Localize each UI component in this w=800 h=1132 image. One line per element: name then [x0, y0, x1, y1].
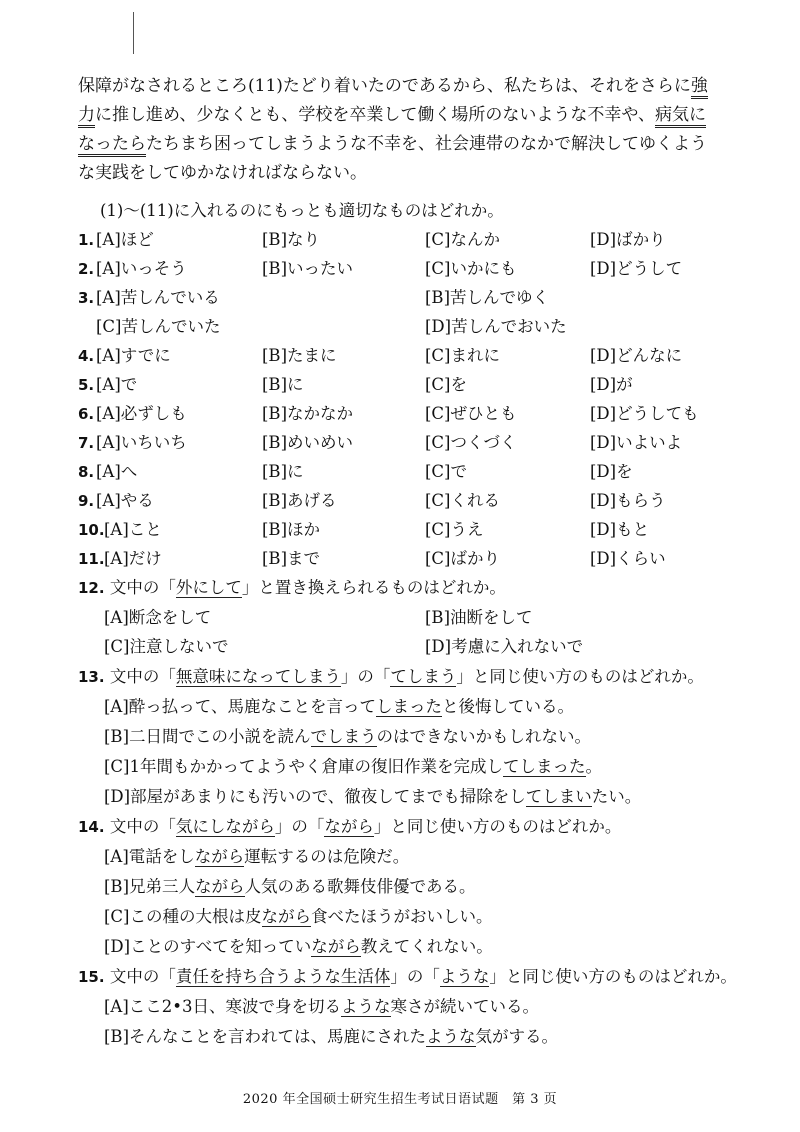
question-4: 4. — [78, 347, 95, 365]
passage-line-4: な実践をしてゆかなければならない。 — [78, 163, 367, 183]
underlined-phrase: ながら — [324, 817, 374, 836]
passage — [78, 72, 748, 188]
question-15: 15. 文中の「責任を持ち合うような生活体」の「ような」と同じ使い方のものはどれか。 — [78, 967, 737, 986]
question-5: 5. — [78, 376, 95, 394]
question-12: 12. 文中の「外にして」と置き換えられるものはどれか。 — [78, 578, 506, 597]
q7-option-a: [A]いちいち — [96, 433, 187, 452]
passage-line-2: 力に推し進め、少なくとも、学校を卒業して働く場所のないような不幸や、病気に — [78, 101, 748, 130]
q3-option-b: [B]苦しんでゆく — [425, 288, 549, 307]
q11-option-a: [A]だけ — [104, 549, 162, 568]
underlined-phrase: 責任を持ち合うような生活体 — [175, 967, 391, 986]
question-7: 7. — [78, 434, 95, 452]
q5-option-a: [A]で — [96, 375, 138, 394]
margin-mark — [133, 12, 134, 54]
q14-option-c: [C]この種の大根は皮ながら食べたほうがおいしい。 — [104, 907, 493, 926]
q7-option-d: [D]いよいよ — [590, 433, 683, 452]
question-6: 6. — [78, 405, 95, 423]
q1-option-b: [B]なり — [262, 230, 320, 249]
underlined-phrase: ような — [341, 997, 391, 1016]
q12-option-d: [D]考慮に入れないで — [425, 637, 584, 656]
question-10: 10. — [78, 521, 105, 539]
underlined-phrase: しまった — [375, 697, 442, 716]
q12-option-a: [A]断念をして — [104, 608, 212, 627]
q5-option-d: [D]が — [590, 375, 633, 394]
underlined-phrase: ような — [439, 967, 490, 986]
q13-option-d: [D]部屋があまりにも汚いので、徹夜してまでも掃除をしてしまいたい。 — [104, 787, 642, 806]
passage-line-3: なったらたちまち困ってしまうような不幸を、社会連帯のなかで解決してゆくよう — [78, 130, 748, 159]
q2-option-a: [A]いっそう — [96, 259, 187, 278]
q2-option-c: [C]いかにも — [425, 259, 517, 278]
q8-option-c: [C]で — [425, 462, 467, 481]
q3-option-c: [C]苦しんでいた — [96, 317, 221, 336]
underlined-phrase: てしまい — [525, 787, 592, 806]
underlined-phrase: ながら — [261, 907, 311, 926]
q6-option-b: [B]なかなか — [262, 404, 353, 423]
underlined-phrase: 気にしながら — [175, 817, 275, 836]
q3-option-a: [A]苦しんでいる — [96, 288, 220, 307]
underlined-phrase: ような — [426, 1027, 476, 1046]
q9-option-a: [A]やる — [96, 491, 154, 510]
page-footer: 2020 年全国硕士研究生招生考试日语试题 第 3 页 — [242, 1092, 558, 1107]
q8-option-b: [B]に — [262, 462, 304, 481]
q10-option-a: [A]こと — [104, 520, 162, 539]
q11-option-b: [B]まで — [262, 549, 320, 568]
q13-option-b: [B]二日間でこの小説を読んでしまうのはできないかもしれない。 — [104, 727, 591, 746]
underlined-phrase: 無意味になってしまう — [175, 667, 341, 686]
question-3: 3. — [78, 289, 95, 307]
question-2: 2. — [78, 260, 95, 278]
q6-option-d: [D]どうしても — [590, 404, 699, 423]
q8-option-a: [A]へ — [96, 462, 138, 481]
q13-option-a: [A]酔っ払って、馬鹿なことを言ってしまったと後悔している。 — [104, 697, 574, 716]
q1-option-c: [C]なんか — [425, 230, 500, 249]
q13-option-c: [C]1年間もかかってようやく倉庫の復旧作業を完成してしまった。 — [104, 757, 602, 776]
passage-line-1: 保障がなされるところ(11)たどり着いたのであるから、私たちは、それをさらに強 — [78, 72, 748, 101]
q4-option-b: [B]たまに — [262, 346, 337, 365]
q12-option-c: [C]注意しないで — [104, 637, 229, 656]
underlined-phrase: 外にして — [175, 578, 242, 597]
underlined-phrase: でしまう — [310, 727, 377, 746]
double-underline: 力 — [78, 105, 95, 128]
q1-option-a: [A]ほど — [96, 230, 154, 249]
q11-option-d: [D]くらい — [590, 549, 666, 568]
underlined-phrase: ながら — [194, 847, 245, 866]
q4-option-a: [A]すでに — [96, 346, 171, 365]
q10-option-c: [C]うえ — [425, 520, 484, 539]
q9-option-d: [D]もらう — [590, 491, 666, 510]
q14-option-d: [D]ことのすべてを知っていながら教えてくれない。 — [104, 937, 493, 956]
q2-option-b: [B]いったい — [262, 259, 353, 278]
underlined-phrase: てしまった — [503, 757, 586, 776]
question-9: 9. — [78, 492, 95, 510]
q15-option-b: [B]そんなことを言われては、馬鹿にされたような気がする。 — [104, 1027, 558, 1046]
q6-option-a: [A]必ずしも — [96, 404, 187, 423]
q5-option-b: [B]に — [262, 375, 304, 394]
question-14: 14. 文中の「気にしながら」の「ながら」と同じ使い方のものはどれか。 — [78, 817, 622, 836]
question-1: 1. — [78, 231, 95, 249]
instruction: (1)～(11)に入れるのにもっとも適切なものはどれか。 — [100, 201, 504, 220]
underlined-phrase: ながら — [311, 937, 361, 956]
underlined-phrase: てしまう — [390, 667, 457, 686]
q8-option-d: [D]を — [590, 462, 633, 481]
double-underline: なったら — [78, 134, 146, 157]
q10-option-d: [D]もと — [590, 520, 650, 539]
double-underline: 強 — [691, 76, 708, 99]
q5-option-c: [C]を — [425, 375, 467, 394]
q11-option-c: [C]ばかり — [425, 549, 500, 568]
q4-option-d: [D]どんなに — [590, 346, 683, 365]
underlined-phrase: ながら — [195, 877, 245, 896]
q7-option-b: [B]めいめい — [262, 433, 353, 452]
q6-option-c: [C]ぜひとも — [425, 404, 517, 423]
q12-option-b: [B]油断をして — [425, 608, 533, 627]
q15-option-a: [A]ここ2•3日、寒波で身を切るような寒さが続いている。 — [104, 997, 540, 1016]
q1-option-d: [D]ばかり — [590, 230, 666, 249]
q9-option-b: [B]あげる — [262, 491, 337, 510]
q7-option-c: [C]つくづく — [425, 433, 517, 452]
q3-option-d: [D]苦しんでおいた — [425, 317, 567, 336]
double-underline: 病気に — [655, 105, 706, 128]
q9-option-c: [C]くれる — [425, 491, 500, 510]
q2-option-d: [D]どうして — [590, 259, 683, 278]
q10-option-b: [B]ほか — [262, 520, 320, 539]
q14-option-b: [B]兄弟三人ながら人気のある歌舞伎俳優である。 — [104, 877, 476, 896]
q4-option-c: [C]まれに — [425, 346, 500, 365]
question-8: 8. — [78, 463, 95, 481]
question-11: 11. — [78, 550, 105, 568]
question-13: 13. 文中の「無意味になってしまう」の「てしまう」と同じ使い方のものはどれか。 — [78, 667, 704, 686]
q14-option-a: [A]電話をしながら運転するのは危険だ。 — [104, 847, 410, 866]
